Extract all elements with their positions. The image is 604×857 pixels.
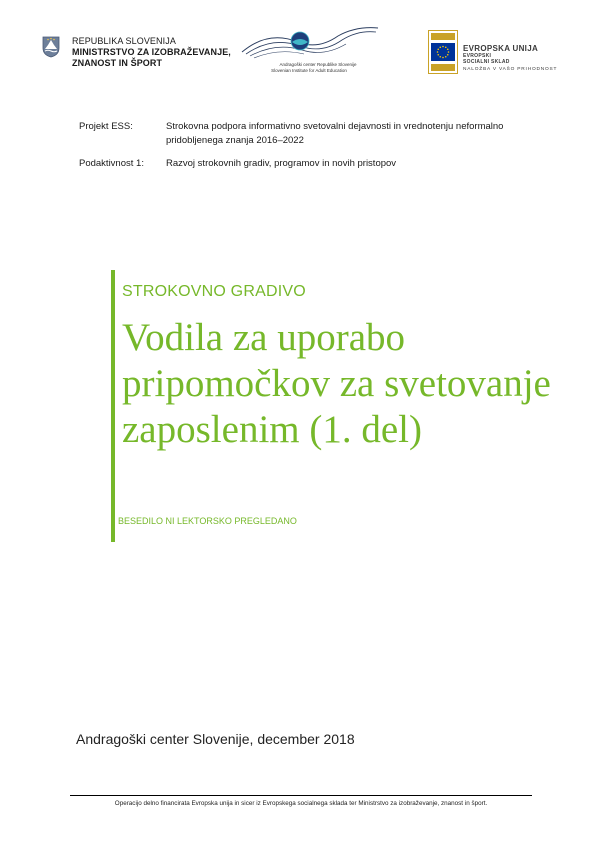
acs-name-slovene: Andragoški center Republike Slovenije	[279, 62, 357, 67]
acs-name-english: Slovenian Institute for Adult Education	[271, 68, 347, 73]
document-title: Vodila za uporabo pripomočkov za svetovanje zaposlenim (1. del)	[122, 316, 551, 451]
funding-note: Operacijo delno financirata Evropska unija in sicer iz Evropskega socialnega sklada ter Ministrstvo za izobraževanje, znanost in šport.	[114, 800, 488, 807]
ministry-name	[72, 36, 231, 69]
eu-flag-icon	[431, 43, 455, 61]
subactivity-value: Razvoj strokovnih gradiv, programov in novih pristopov	[166, 158, 397, 169]
acs-wave-logo	[238, 24, 380, 64]
eu-fund-line2: SOCIALNI SKLAD	[463, 59, 510, 65]
subactivity-label: Podaktivnost 1:	[79, 158, 144, 169]
eu-title: EVROPSKA UNIJA	[463, 44, 539, 53]
project-value: Strokovna podpora informativno svetovalni dejavnosti in vrednotenju neformalno pridobljenega znanja 2016–2022	[166, 121, 504, 146]
project-row	[79, 120, 549, 148]
publisher-line: Andragoški center Slovenije, december 2018	[76, 731, 355, 747]
acs-logo	[238, 24, 380, 80]
eu-motto: NALOŽBA V VAŠO PRIHODNOST	[463, 67, 558, 72]
subactivity-row	[79, 157, 549, 171]
proofreading-note: BESEDILO NI LEKTORSKO PREGLEDANO	[118, 516, 297, 526]
slovenia-crest-icon	[42, 36, 60, 58]
ministry-line-republic: REPUBLIKA SLOVENIJA	[72, 36, 176, 46]
eu-text-block	[463, 44, 557, 72]
footer-divider	[70, 795, 532, 796]
ministry-line-fields: ZNANOST IN ŠPORT	[72, 58, 163, 68]
project-info	[79, 120, 549, 180]
eu-esf-logo	[428, 30, 568, 74]
eu-fund-line1: EVROPSKI	[463, 53, 492, 59]
document-category: STROKOVNO GRADIVO	[122, 283, 306, 300]
accent-bar	[111, 270, 115, 542]
project-label: Projekt ESS:	[79, 121, 133, 132]
ministry-logo	[42, 34, 232, 74]
ministry-line-ministry: MINISTRSTVO ZA IZOBRAŽEVANJE,	[72, 47, 231, 57]
